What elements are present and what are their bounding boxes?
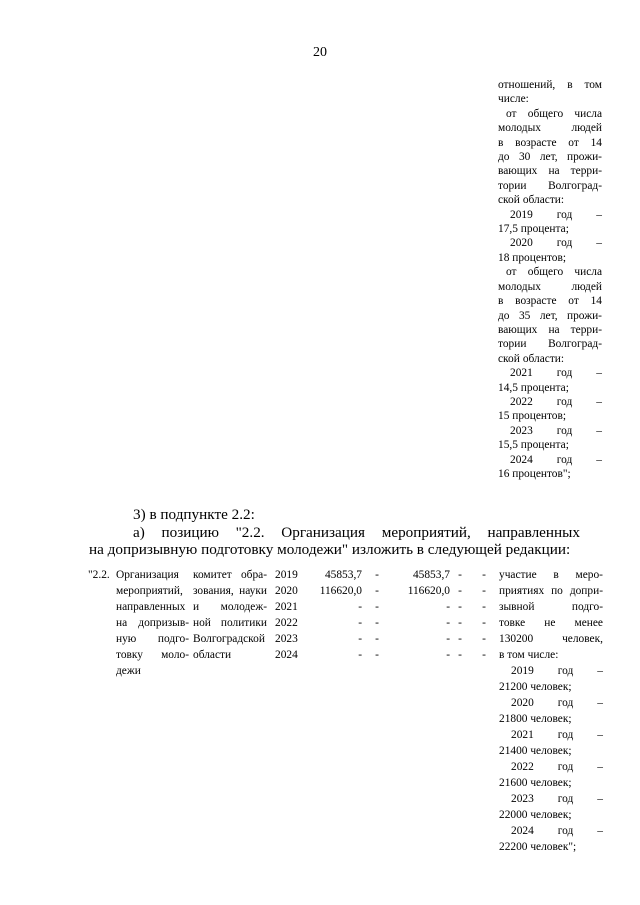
word: – <box>597 729 603 741</box>
text-line <box>498 121 602 135</box>
word: а) <box>133 524 145 541</box>
executor-line <box>193 583 267 599</box>
indicator-line <box>499 631 603 647</box>
executor-line <box>193 567 267 583</box>
years-cell <box>275 567 305 663</box>
word: 14 <box>590 295 602 308</box>
word: от <box>568 295 579 308</box>
word: комитет <box>193 569 232 581</box>
text-line <box>498 438 602 452</box>
executor-line <box>193 631 267 647</box>
word: 2023 <box>510 424 533 437</box>
federal-value: - <box>375 617 379 629</box>
word: в <box>498 295 504 308</box>
year-value: 2024 <box>275 649 298 661</box>
federal-value: - <box>375 585 379 597</box>
word: год <box>557 697 574 709</box>
word: 21200 человек; <box>499 681 572 693</box>
word: ную <box>116 633 137 645</box>
word: ской <box>498 194 520 207</box>
word: мероприятий, <box>381 524 471 541</box>
word: числа <box>574 107 602 120</box>
word: людей <box>571 122 602 135</box>
word: 2024 <box>511 825 534 837</box>
word: моло- <box>161 649 189 661</box>
subpoint-heading: 3) в подпункте 2.2: <box>133 506 255 523</box>
word: на <box>548 165 560 178</box>
other-funding-cell <box>480 567 488 663</box>
word: – <box>597 697 603 709</box>
text-line <box>498 236 602 250</box>
local-value: - <box>458 633 462 645</box>
word: человек, <box>562 633 603 645</box>
word: вающих <box>498 323 538 336</box>
word: возрасте <box>515 295 557 308</box>
text-line <box>498 193 602 207</box>
word: 14,5 процента; <box>498 381 569 394</box>
word: 2019 <box>511 665 534 677</box>
other-value: - <box>482 617 486 629</box>
word: товке <box>499 617 526 629</box>
text-line <box>498 453 602 467</box>
word: Организация <box>116 569 179 581</box>
indicator-line <box>499 695 603 711</box>
word: терри- <box>570 323 602 336</box>
word: Волгоград- <box>548 179 602 192</box>
indicator-line <box>499 807 603 823</box>
indicator-line <box>499 727 603 743</box>
word: год <box>556 367 573 380</box>
word: 2024 <box>510 453 533 466</box>
regional-value: - <box>446 601 450 613</box>
word: 21400 человек; <box>499 745 572 757</box>
amendment-paragraph-line-1 <box>133 524 580 543</box>
word: – <box>596 208 602 221</box>
word: людей <box>571 280 602 293</box>
other-value: - <box>482 569 486 581</box>
text-line <box>498 381 602 395</box>
text-line <box>498 280 602 294</box>
total-value: 116620,0 <box>319 585 362 597</box>
text-line <box>498 323 602 337</box>
word: год <box>556 208 573 221</box>
year-value: 2022 <box>275 617 298 629</box>
word: 35 <box>518 309 531 322</box>
local-value: - <box>458 569 462 581</box>
word: в <box>553 569 559 581</box>
word: молодых <box>498 122 541 135</box>
indicator-line <box>499 583 603 599</box>
word: на <box>116 617 128 629</box>
word: 2021 <box>511 729 534 741</box>
word: позицию <box>161 524 219 541</box>
word: – <box>596 367 602 380</box>
word: тории <box>498 338 527 351</box>
word: 15 процентов; <box>498 410 567 423</box>
event-name-cell <box>116 567 189 679</box>
word: год <box>556 237 573 250</box>
regional-value: - <box>446 633 450 645</box>
word: прожи- <box>567 309 602 322</box>
indicator-line <box>499 663 603 679</box>
word: год <box>557 761 574 773</box>
total-value: 45853,7 <box>324 569 362 581</box>
word: терри- <box>570 165 602 178</box>
indicator-continuation <box>498 78 602 481</box>
federal-funding-cell <box>373 567 381 663</box>
word: 14 <box>590 136 602 149</box>
word: в <box>498 136 504 149</box>
total-funding-cell <box>306 567 362 663</box>
word: общего <box>527 107 564 120</box>
word: – <box>596 424 602 437</box>
word: дежи <box>116 665 141 677</box>
word: год <box>556 453 573 466</box>
word: 17,5 процента; <box>498 223 569 236</box>
other-value: - <box>482 649 486 661</box>
word: в том числе: <box>499 649 559 661</box>
word: – <box>597 793 603 805</box>
word: лет, <box>539 309 558 322</box>
indicator-line <box>499 839 603 855</box>
word: 2021 <box>510 367 533 380</box>
executor-cell <box>193 567 267 663</box>
word: год <box>556 424 573 437</box>
name-line <box>116 663 189 679</box>
word: подго- <box>157 633 189 645</box>
word: 22200 человек"; <box>499 841 577 853</box>
word: от <box>506 107 517 120</box>
word: и <box>193 601 200 613</box>
word: год <box>557 793 574 805</box>
local-value: - <box>458 617 462 629</box>
word: 2022 <box>511 761 534 773</box>
word: 21800 человек; <box>499 713 572 725</box>
text-line <box>498 352 602 366</box>
word: обра- <box>240 569 267 581</box>
total-value: - <box>358 617 362 629</box>
executor-line <box>193 647 267 663</box>
word: – <box>597 665 603 677</box>
text-line <box>498 164 602 178</box>
word: направленных <box>487 524 580 541</box>
word: Организация <box>281 524 366 541</box>
word: 2020 <box>511 697 534 709</box>
year-value: 2023 <box>275 633 298 645</box>
indicator-cell <box>499 567 603 855</box>
text-line <box>498 179 602 193</box>
word: ской <box>498 352 520 365</box>
local-value: - <box>458 649 462 661</box>
indicator-line <box>499 615 603 631</box>
local-value: - <box>458 585 462 597</box>
word: участие <box>499 569 537 581</box>
text-line <box>498 150 602 164</box>
text-line <box>498 78 602 92</box>
word: товку <box>116 649 143 661</box>
amendment-paragraph-line-2: на допризывную подготовку молодежи" изложить в следующей редакции: <box>89 541 571 558</box>
federal-value: - <box>375 633 379 645</box>
word: Волгоградской <box>193 633 265 645</box>
local-value: - <box>458 601 462 613</box>
word: зывной <box>499 601 535 613</box>
indicator-line <box>499 775 603 791</box>
word: возрасте <box>515 136 557 149</box>
word: области: <box>522 352 565 365</box>
text-line <box>498 366 602 380</box>
federal-value: - <box>375 649 379 661</box>
word: направленных <box>116 601 186 613</box>
word: год <box>557 825 574 837</box>
indicator-line <box>499 679 603 695</box>
page-number: 20 <box>313 45 327 60</box>
word: 16 процентов"; <box>498 467 571 480</box>
total-value: - <box>358 601 362 613</box>
name-line <box>116 631 189 647</box>
word: Волгоград- <box>548 338 602 351</box>
word: числе: <box>498 93 529 106</box>
word: общего <box>527 266 564 279</box>
text-line <box>498 337 602 351</box>
word: – <box>597 761 603 773</box>
word: политики <box>220 617 267 629</box>
word: 22000 человек; <box>499 809 572 821</box>
name-line <box>116 615 189 631</box>
indicator-line <box>499 567 603 583</box>
word: отношений, <box>498 79 556 91</box>
word: области <box>193 649 232 661</box>
word: по <box>551 585 563 597</box>
text-line <box>498 424 602 438</box>
word: 18 процентов; <box>498 251 567 264</box>
word: от <box>506 266 517 279</box>
word: в <box>567 79 573 91</box>
word: от <box>568 136 579 149</box>
word: 15,5 процента; <box>498 439 569 452</box>
indicator-line <box>499 743 603 759</box>
other-value: - <box>482 633 486 645</box>
local-funding-cell <box>456 567 464 663</box>
text-line <box>498 251 602 265</box>
year-value: 2021 <box>275 601 298 613</box>
word: – <box>596 237 602 250</box>
word: приятиях <box>499 585 545 597</box>
word: на <box>548 323 560 336</box>
text-line <box>498 409 602 423</box>
text-line <box>498 265 602 279</box>
year-value: 2019 <box>275 569 298 581</box>
word: не <box>544 617 556 629</box>
word: до <box>498 151 510 164</box>
name-line <box>116 567 189 583</box>
word: лет, <box>539 151 558 164</box>
word: науки <box>239 585 267 597</box>
word: зования, <box>193 585 234 597</box>
text-line <box>498 309 602 323</box>
text-line <box>498 395 602 409</box>
indicator-line <box>499 759 603 775</box>
name-line <box>116 647 189 663</box>
regional-value: - <box>446 617 450 629</box>
text-line <box>498 92 602 106</box>
word: 30 <box>518 151 531 164</box>
indicator-line <box>499 711 603 727</box>
executor-line <box>193 599 267 615</box>
word: молодых <box>498 280 541 293</box>
regional-funding-cell <box>394 567 450 663</box>
word: допризыв- <box>138 617 189 629</box>
word: допри- <box>569 585 603 597</box>
text-line <box>498 222 602 236</box>
federal-value: - <box>375 569 379 581</box>
word: области: <box>522 194 565 207</box>
word: – <box>596 453 602 466</box>
word: 2023 <box>511 793 534 805</box>
word: мероприятий, <box>116 585 183 597</box>
row-number: "2.2. <box>88 569 110 581</box>
word: "2.2. <box>235 524 265 541</box>
text-line <box>498 136 602 150</box>
word: год <box>556 395 573 408</box>
word: 2022 <box>510 395 533 408</box>
text-line <box>498 294 602 308</box>
regional-value: 45853,7 <box>412 569 450 581</box>
indicator-line <box>499 823 603 839</box>
total-value: - <box>358 649 362 661</box>
word: 130200 <box>499 633 534 645</box>
text-line <box>498 107 602 121</box>
text-line <box>498 467 602 481</box>
word: менее <box>574 617 603 629</box>
word: – <box>597 825 603 837</box>
word: том <box>584 79 602 91</box>
indicator-line <box>499 599 603 615</box>
word: тории <box>498 179 527 192</box>
year-value: 2020 <box>275 585 298 597</box>
name-line <box>116 599 189 615</box>
word: год <box>557 729 574 741</box>
word: меро- <box>575 569 603 581</box>
indicator-line <box>499 791 603 807</box>
word: год <box>557 665 574 677</box>
word: 21600 человек; <box>499 777 572 789</box>
word: до <box>498 309 510 322</box>
text-line <box>498 208 602 222</box>
total-value: - <box>358 633 362 645</box>
word: молодеж- <box>220 601 267 613</box>
word: ной <box>193 617 211 629</box>
word: вающих <box>498 165 538 178</box>
indicator-line <box>499 647 603 663</box>
regional-value: 116620,0 <box>407 585 450 597</box>
other-value: - <box>482 585 486 597</box>
regional-value: - <box>446 649 450 661</box>
executor-line <box>193 615 267 631</box>
name-line <box>116 583 189 599</box>
word: – <box>596 395 602 408</box>
word: числа <box>574 266 602 279</box>
federal-value: - <box>375 601 379 613</box>
word: прожи- <box>567 151 602 164</box>
word: 2020 <box>510 237 533 250</box>
word: 2019 <box>510 208 533 221</box>
other-value: - <box>482 601 486 613</box>
word: подго- <box>571 601 603 613</box>
